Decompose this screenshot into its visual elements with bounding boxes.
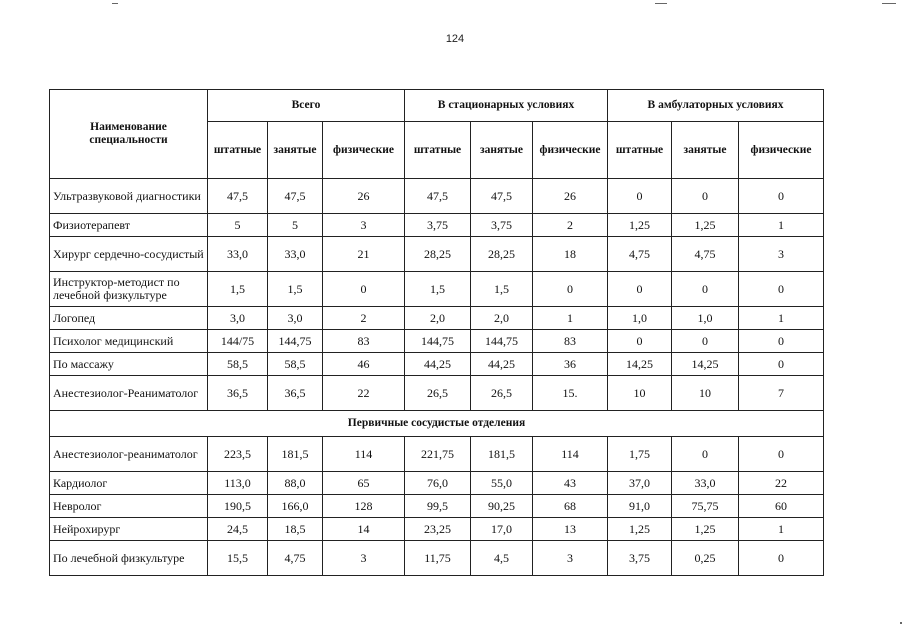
table-row <box>50 272 824 307</box>
group-header-outpatient: В амбулаторных условиях <box>608 90 824 122</box>
value-cell: 3 <box>323 541 405 576</box>
value-cell: 1,5 <box>471 272 533 307</box>
table-row <box>50 437 824 472</box>
value-cell: 114 <box>533 437 608 472</box>
scan-speck <box>655 3 667 4</box>
specialty-name: Логопед <box>50 307 208 330</box>
value-cell: 0 <box>739 541 824 576</box>
value-cell: 43 <box>533 472 608 495</box>
value-cell: 0 <box>672 437 739 472</box>
subcol-header: физические <box>533 122 608 179</box>
subcol-header: занятые <box>268 122 323 179</box>
value-cell: 144,75 <box>268 330 323 353</box>
table-body-section <box>50 411 824 437</box>
value-cell: 1,25 <box>672 518 739 541</box>
value-cell: 36,5 <box>268 376 323 411</box>
value-cell: 55,0 <box>471 472 533 495</box>
value-cell: 26 <box>323 179 405 214</box>
value-cell: 4,75 <box>268 541 323 576</box>
value-cell: 47,5 <box>471 179 533 214</box>
value-cell: 181,5 <box>268 437 323 472</box>
value-cell: 47,5 <box>405 179 471 214</box>
specialty-header: Наименование специальности <box>50 90 208 179</box>
value-cell: 1,5 <box>405 272 471 307</box>
value-cell: 166,0 <box>268 495 323 518</box>
value-cell: 18,5 <box>268 518 323 541</box>
value-cell: 15. <box>533 376 608 411</box>
value-cell: 2,0 <box>471 307 533 330</box>
value-cell: 113,0 <box>208 472 268 495</box>
value-cell: 3,0 <box>208 307 268 330</box>
value-cell: 0 <box>739 330 824 353</box>
value-cell: 1,5 <box>268 272 323 307</box>
value-cell: 3,75 <box>471 214 533 237</box>
specialty-name: Невролог <box>50 495 208 518</box>
value-cell: 1,25 <box>608 214 672 237</box>
value-cell: 83 <box>323 330 405 353</box>
specialty-name: Хирург сердечно-сосудистый <box>50 237 208 272</box>
value-cell: 7 <box>739 376 824 411</box>
value-cell: 90,25 <box>471 495 533 518</box>
specialty-name: Кардиолог <box>50 472 208 495</box>
page-number: 124 <box>445 33 465 45</box>
value-cell: 0 <box>672 272 739 307</box>
value-cell: 21 <box>323 237 405 272</box>
value-cell: 144,75 <box>471 330 533 353</box>
value-cell: 10 <box>672 376 739 411</box>
specialty-name: Ультразвуковой диагностики <box>50 179 208 214</box>
value-cell: 1,75 <box>608 437 672 472</box>
value-cell: 10 <box>608 376 672 411</box>
value-cell: 0 <box>739 437 824 472</box>
value-cell: 0 <box>739 272 824 307</box>
value-cell: 3,75 <box>608 541 672 576</box>
value-cell: 15,5 <box>208 541 268 576</box>
specialty-name: Инструктор-методист по лечебной физкультуре <box>50 272 208 307</box>
table-row <box>50 214 824 237</box>
value-cell: 44,25 <box>405 353 471 376</box>
staffing-table <box>49 89 824 576</box>
value-cell: 0 <box>672 330 739 353</box>
value-cell: 0 <box>739 353 824 376</box>
value-cell: 33,0 <box>672 472 739 495</box>
subcol-header: штатные <box>405 122 471 179</box>
value-cell: 28,25 <box>471 237 533 272</box>
value-cell: 1 <box>533 307 608 330</box>
value-cell: 128 <box>323 495 405 518</box>
value-cell: 47,5 <box>268 179 323 214</box>
value-cell: 0 <box>608 179 672 214</box>
value-cell: 91,0 <box>608 495 672 518</box>
value-cell: 36 <box>533 353 608 376</box>
value-cell: 36,5 <box>208 376 268 411</box>
value-cell: 26,5 <box>471 376 533 411</box>
value-cell: 76,0 <box>405 472 471 495</box>
value-cell: 13 <box>533 518 608 541</box>
value-cell: 18 <box>533 237 608 272</box>
value-cell: 14,25 <box>608 353 672 376</box>
value-cell: 2 <box>323 307 405 330</box>
value-cell: 58,5 <box>208 353 268 376</box>
value-cell: 144,75 <box>405 330 471 353</box>
value-cell: 26 <box>533 179 608 214</box>
table-row <box>50 518 824 541</box>
value-cell: 5 <box>268 214 323 237</box>
section-row <box>50 411 824 437</box>
group-header-inpatient: В стационарных условиях <box>405 90 608 122</box>
table-row <box>50 307 824 330</box>
value-cell: 75,75 <box>672 495 739 518</box>
table-row <box>50 179 824 214</box>
value-cell: 1 <box>739 518 824 541</box>
value-cell: 0,25 <box>672 541 739 576</box>
value-cell: 3,0 <box>268 307 323 330</box>
value-cell: 44,25 <box>471 353 533 376</box>
value-cell: 24,5 <box>208 518 268 541</box>
value-cell: 144/75 <box>208 330 268 353</box>
value-cell: 0 <box>739 179 824 214</box>
table-row <box>50 237 824 272</box>
table-row <box>50 330 824 353</box>
specialty-name: По лечебной физкультуре <box>50 541 208 576</box>
value-cell: 3,75 <box>405 214 471 237</box>
value-cell: 4,5 <box>471 541 533 576</box>
subcol-header: занятые <box>471 122 533 179</box>
value-cell: 0 <box>323 272 405 307</box>
value-cell: 1 <box>739 307 824 330</box>
value-cell: 3 <box>533 541 608 576</box>
subcol-header: занятые <box>672 122 739 179</box>
scan-speck <box>900 622 902 624</box>
subcol-header: физические <box>323 122 405 179</box>
value-cell: 1,5 <box>208 272 268 307</box>
group-header-total: Всего <box>208 90 405 122</box>
table-row <box>50 541 824 576</box>
specialty-name: Физиотерапевт <box>50 214 208 237</box>
value-cell: 5 <box>208 214 268 237</box>
value-cell: 190,5 <box>208 495 268 518</box>
value-cell: 26,5 <box>405 376 471 411</box>
value-cell: 0 <box>672 179 739 214</box>
table-row <box>50 353 824 376</box>
scan-speck <box>882 3 896 4</box>
value-cell: 4,75 <box>672 237 739 272</box>
value-cell: 14 <box>323 518 405 541</box>
value-cell: 221,75 <box>405 437 471 472</box>
value-cell: 1,0 <box>672 307 739 330</box>
table-body-main <box>50 179 824 411</box>
subcol-header: физические <box>739 122 824 179</box>
value-cell: 60 <box>739 495 824 518</box>
table-row <box>50 472 824 495</box>
value-cell: 99,5 <box>405 495 471 518</box>
specialty-name: Анестезиолог-реаниматолог <box>50 437 208 472</box>
value-cell: 46 <box>323 353 405 376</box>
value-cell: 88,0 <box>268 472 323 495</box>
value-cell: 65 <box>323 472 405 495</box>
value-cell: 83 <box>533 330 608 353</box>
value-cell: 2,0 <box>405 307 471 330</box>
scan-speck <box>112 3 118 4</box>
value-cell: 1,0 <box>608 307 672 330</box>
table-row <box>50 495 824 518</box>
value-cell: 1,25 <box>608 518 672 541</box>
value-cell: 0 <box>533 272 608 307</box>
value-cell: 37,0 <box>608 472 672 495</box>
value-cell: 223,5 <box>208 437 268 472</box>
value-cell: 2 <box>533 214 608 237</box>
value-cell: 68 <box>533 495 608 518</box>
section-title: Первичные сосудистые отделения <box>50 411 824 437</box>
value-cell: 33,0 <box>268 237 323 272</box>
value-cell: 0 <box>608 330 672 353</box>
header-row-groups <box>50 90 824 122</box>
value-cell: 22 <box>323 376 405 411</box>
specialty-name: Психолог медицинский <box>50 330 208 353</box>
value-cell: 114 <box>323 437 405 472</box>
value-cell: 33,0 <box>208 237 268 272</box>
value-cell: 181,5 <box>471 437 533 472</box>
specialty-name: Анестезиолог-Реаниматолог <box>50 376 208 411</box>
value-cell: 11,75 <box>405 541 471 576</box>
value-cell: 14,25 <box>672 353 739 376</box>
specialty-name: Нейрохирург <box>50 518 208 541</box>
value-cell: 4,75 <box>608 237 672 272</box>
subcol-header: штатные <box>608 122 672 179</box>
value-cell: 22 <box>739 472 824 495</box>
table-row <box>50 376 824 411</box>
value-cell: 1 <box>739 214 824 237</box>
table-body-vascular <box>50 437 824 576</box>
specialty-name: По массажу <box>50 353 208 376</box>
value-cell: 1,25 <box>672 214 739 237</box>
value-cell: 3 <box>739 237 824 272</box>
value-cell: 17,0 <box>471 518 533 541</box>
value-cell: 0 <box>608 272 672 307</box>
value-cell: 58,5 <box>268 353 323 376</box>
subcol-header: штатные <box>208 122 268 179</box>
value-cell: 28,25 <box>405 237 471 272</box>
value-cell: 3 <box>323 214 405 237</box>
value-cell: 47,5 <box>208 179 268 214</box>
value-cell: 23,25 <box>405 518 471 541</box>
